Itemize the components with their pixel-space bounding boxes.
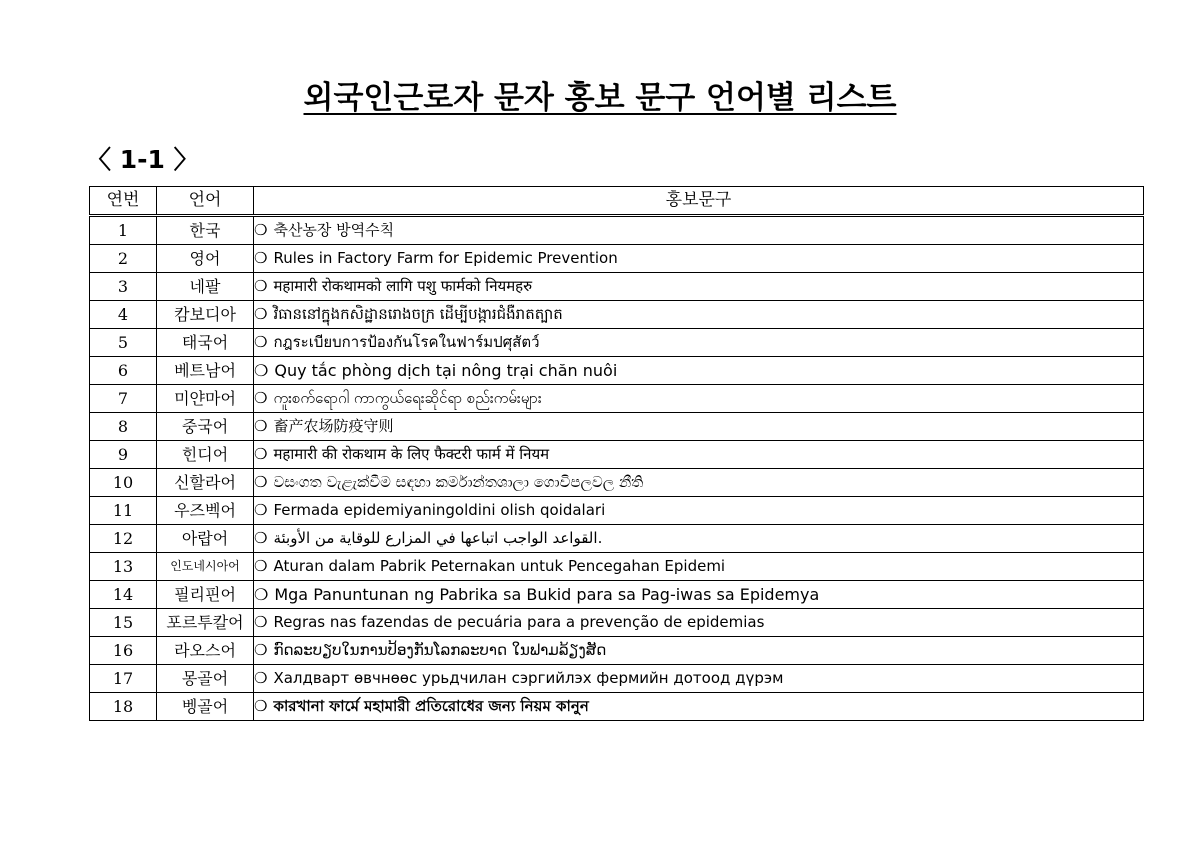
table-row [90,245,1144,273]
row-language: 네팔 [157,273,254,301]
row-number: 12 [90,525,157,553]
promo-text: กฎระเบียบการป้องกันโรคในฟาร์มปศุสัตว์ [273,333,540,351]
promo-text: ကူးစက်ရောဂါ ကာကွယ်ရေးဆိုင်ရာ စည်းကမ်းများ [273,389,542,407]
row-number: 11 [90,497,157,525]
row-promo-text [254,216,1144,245]
row-language: 신할라어 [157,469,254,497]
row-number: 1 [90,216,157,245]
section-subtitle: 〈 1-1 〉 [86,145,199,174]
row-promo-text [254,441,1144,469]
row-language: 태국어 [157,329,254,357]
row-number: 3 [90,273,157,301]
table-row [90,609,1144,637]
row-number: 4 [90,301,157,329]
row-language: 인도네시아어 [157,553,254,581]
table-row [90,273,1144,301]
promo-text: វិធាននៅក្នុងកសិដ្ឋានរោងចក្រ ដើម្បីបង្ការជំងឺរាតត្បាត [273,305,563,323]
bullet-circle-icon: ❍ [254,221,268,239]
promo-text: Regras nas fazendas de pecuária para a prevenção de epidemias [273,613,765,631]
row-promo-text [254,693,1144,721]
table-row [90,581,1144,609]
row-number: 5 [90,329,157,357]
promo-text: 축산농장 방역수칙 [273,221,395,239]
row-number: 9 [90,441,157,469]
row-promo-text [254,581,1144,609]
row-number: 2 [90,245,157,273]
row-language: 미얀마어 [157,385,254,413]
promo-text: ກົດລະບຽບໃນການປ້ອງກັນໂລກລະບາດ ໃນຟາມລ້ຽງສັດ [273,641,607,659]
row-language: 우즈벡어 [157,497,254,525]
table-row [90,413,1144,441]
promo-text: 畜产农场防疫守则 [273,417,394,435]
row-language: 한국 [157,216,254,245]
row-number: 15 [90,609,157,637]
bullet-circle-icon: ❍ [254,277,268,295]
bullet-circle-icon: ❍ [254,501,268,519]
bullet-circle-icon: ❍ [254,585,269,604]
row-number: 14 [90,581,157,609]
row-language: 벵골어 [157,693,254,721]
row-promo-text [254,385,1144,413]
row-promo-text [254,357,1144,385]
row-number: 7 [90,385,157,413]
header-promo-text: 홍보문구 [254,187,1144,216]
row-language: 몽골어 [157,665,254,693]
table-row [90,469,1144,497]
table-row [90,553,1144,581]
table-row [90,441,1144,469]
promo-text: महामारी की रोकथाम के लिए फैक्टरी फार्म में नियम [273,445,550,463]
language-list-table [89,186,1144,721]
row-promo-text [254,553,1144,581]
row-number: 6 [90,357,157,385]
promo-text: Rules in Factory Farm for Epidemic Prevention [273,249,618,267]
row-language: 중국어 [157,413,254,441]
header-language: 언어 [157,187,254,216]
bullet-circle-icon: ❍ [254,389,268,407]
table-row [90,637,1144,665]
bullet-circle-icon: ❍ [254,417,268,435]
row-language: 힌디어 [157,441,254,469]
promo-text: Fermada epidemiyaningoldini olish qoidalari [273,501,606,519]
table-row [90,357,1144,385]
bullet-circle-icon: ❍ [254,445,268,463]
bullet-circle-icon: ❍ [254,305,268,323]
page-title [0,72,1200,117]
row-number: 17 [90,665,157,693]
header-number: 연번 [90,187,157,216]
table-row [90,385,1144,413]
row-number: 16 [90,637,157,665]
promo-text: Халдварт өвчнөөс урьдчилан сэргийлэх фермийн дотоод дүрэм [273,669,784,687]
row-number: 18 [90,693,157,721]
table-row [90,693,1144,721]
row-promo-text [254,245,1144,273]
bullet-circle-icon: ❍ [254,613,268,631]
row-number: 8 [90,413,157,441]
row-language: 포르투칼어 [157,609,254,637]
row-language: 필리핀어 [157,581,254,609]
row-language: 아랍어 [157,525,254,553]
row-language: 영어 [157,245,254,273]
bullet-circle-icon: ❍ [254,557,268,575]
row-promo-text [254,273,1144,301]
bullet-circle-icon: ❍ [254,473,268,491]
table-row [90,497,1144,525]
table-row [90,329,1144,357]
row-language: 캄보디아 [157,301,254,329]
promo-text: महामारी रोकथामको लागि पशु फार्मको नियमहरु [273,277,533,295]
promo-text: Aturan dalam Pabrik Peternakan untuk Pencegahan Epidemi [273,557,726,575]
row-number: 10 [90,469,157,497]
bullet-circle-icon: ❍ [254,529,268,547]
row-promo-text [254,413,1144,441]
bullet-circle-icon: ❍ [254,641,268,659]
row-promo-text [254,525,1144,553]
promo-text: القواعد الواجب اتباعها في المزارع للوقاية من الأوبئة. [273,529,603,547]
table-row [90,216,1144,245]
row-language: 베트남어 [157,357,254,385]
table-body [90,216,1144,721]
row-promo-text [254,329,1144,357]
page-title-text: 외국인근로자 문자 홍보 문구 언어별 리스트 [303,80,897,116]
bullet-circle-icon: ❍ [254,249,268,267]
table-row [90,525,1144,553]
row-promo-text [254,609,1144,637]
bullet-circle-icon: ❍ [254,333,268,351]
row-promo-text [254,301,1144,329]
row-language: 라오스어 [157,637,254,665]
table-row [90,665,1144,693]
promo-text: වසංගත වැළැක්වීම සඳහා කර්මාන්තශාලා ගොවිපලවල නීති [273,473,644,491]
table-header-row [90,187,1144,216]
row-promo-text [254,469,1144,497]
row-promo-text [254,665,1144,693]
row-promo-text [254,497,1144,525]
promo-text: Mga Panuntunan ng Pabrika sa Bukid para sa Pag-iwas sa Epidemya [274,585,820,604]
bullet-circle-icon: ❍ [254,669,268,687]
row-promo-text [254,637,1144,665]
row-number: 13 [90,553,157,581]
promo-text: কারখানা ফার্মে মহামারী প্রতিরোধের জন্য নিয়ম কানুন [273,697,589,715]
table-row [90,301,1144,329]
bullet-circle-icon: ❍ [254,697,268,715]
bullet-circle-icon: ❍ [254,361,269,380]
promo-text: Quy tắc phòng dịch tại nông trại chăn nuôi [274,361,618,380]
